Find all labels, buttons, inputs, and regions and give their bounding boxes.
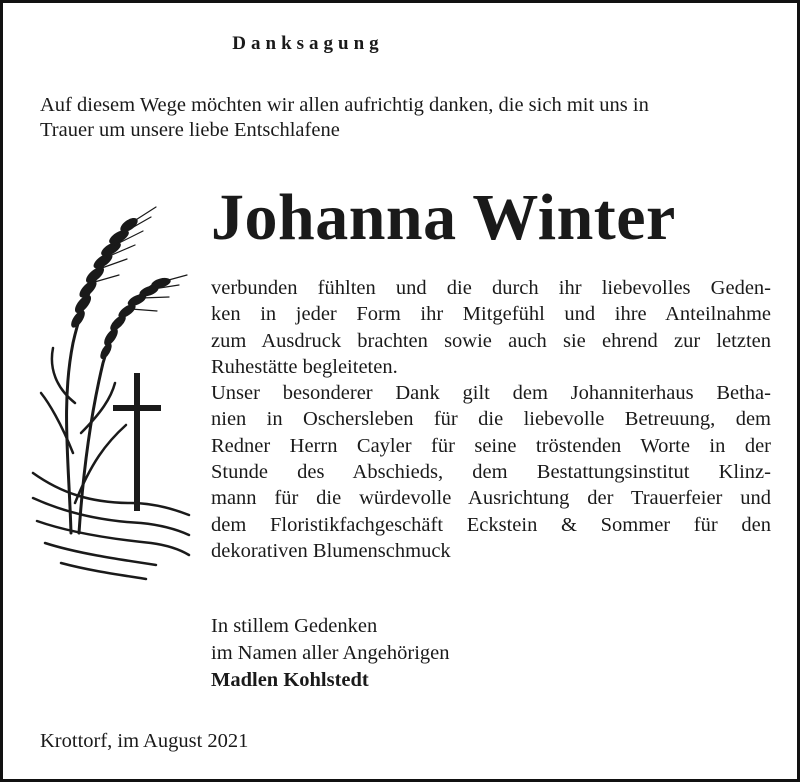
signature: Madlen Kohlstedt	[211, 669, 369, 691]
wheat-and-cross-icon	[31, 203, 191, 583]
body-line: nien in Oschersleben für die liebevolle Betreuung, dem	[211, 408, 771, 431]
closing-line: In stillem Gedenken	[211, 615, 378, 637]
body-line: Redner Herrn Cayler für seine tröstenden Worte in der	[211, 434, 771, 457]
intro-line: Trauer um unsere liebe Entschlafene	[40, 119, 340, 141]
body-line: verbunden fühlten und die durch ihr liebevolles Geden-	[211, 277, 771, 299]
deceased-name: Johanna Winter	[211, 181, 676, 254]
notice-heading: Danksagung	[232, 33, 384, 54]
intro-line: Auf diesem Wege möchten wir allen aufrichtig danken, die sich mit uns in	[40, 94, 649, 116]
closing-line: im Namen aller Angehörigen	[211, 642, 450, 664]
body-line: Ruhestätte begleiteten.	[211, 355, 398, 378]
place-date: Krottorf, im August 2021	[40, 730, 249, 752]
body-line: mann für die würdevolle Ausrichtung der Trauerfeier und	[211, 487, 771, 510]
intro-paragraph	[40, 93, 780, 143]
body-line: ken in jeder Form ihr Mitgefühl und ihre Anteilnahme	[211, 303, 771, 326]
body-line: dem Floristikfachgeschäft Eckstein & Sommer für den	[211, 513, 771, 536]
body-line: zum Ausdruck brachten sowie auch sie ehrend zur letzten	[211, 329, 771, 352]
body-line: dekorativen Blumenschmuck	[211, 539, 451, 562]
closing-block	[211, 613, 771, 694]
thanks-paragraph	[211, 275, 771, 564]
body-line: Stunde des Abschieds, dem Bestattungsinstitut Klinz-	[211, 461, 771, 484]
body-line: Unser besonderer Dank gilt dem Johanniterhaus Betha-	[211, 382, 771, 405]
